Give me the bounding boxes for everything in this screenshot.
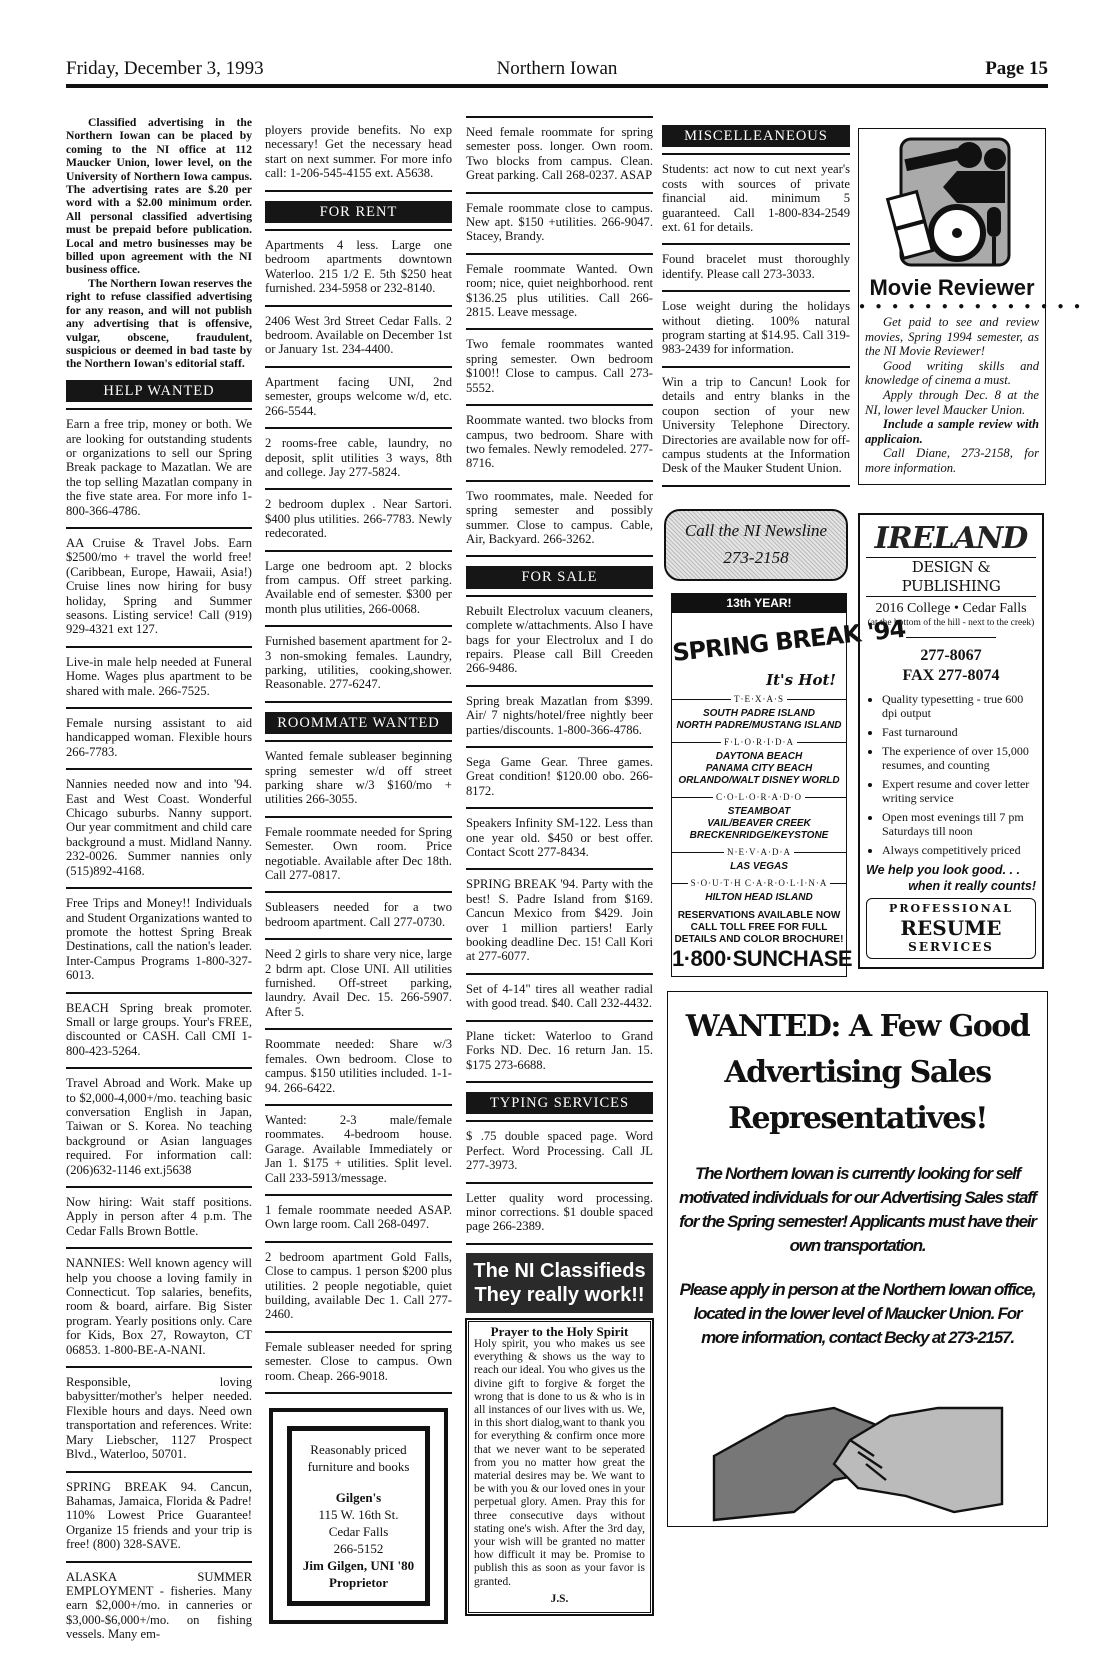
dot-divider: ● ● ● ● ● ● ● ● ● ● ● ● ● ● xyxy=(859,301,1085,312)
classified-ad: Plane ticket: Waterloo to Grand Forks ND. Dec. 16 return Jan. 15. $175 273-6688. xyxy=(466,1022,653,1083)
section-header: FOR SALE xyxy=(466,566,653,588)
classified-ad: Live-in male help needed at Funeral Home. Wages plus apartment to be shared with male. 266-7525. xyxy=(66,648,252,709)
classified-ad: Win a trip to Cancun! Look for details and entry blanks in the coupon section of your new University Telephone Directory. Directories are available now for off-campus students at the Information Desk of the Mauker Student Union. xyxy=(662,368,850,487)
service-item: • Open most evenings till 7 pm Saturdays till noon xyxy=(882,810,1038,838)
classified-ad: Wanted: 2-3 male/female roommates. 4-bedroom house. Garage. Available Immediately or Jan 1. $175 + utilities. Split level. Call 233-5913/message. xyxy=(265,1106,452,1196)
section-header: ROOMMATE WANTED xyxy=(265,712,452,734)
destination: ORLANDO/WALT DISNEY WORLD xyxy=(678,774,840,786)
column-3 xyxy=(466,116,653,1615)
spring-phone: 1·800·SUNCHASE xyxy=(672,945,853,971)
ireland-phone: 277-8067 xyxy=(920,646,982,664)
classified-ad: 2 bedroom duplex . Near Sartori. $400 plus utilities. 266-7783. Newly redecorated. xyxy=(265,490,452,551)
resume-services-logo xyxy=(866,898,1036,959)
destination: PANAMA CITY BEACH xyxy=(705,762,813,774)
classified-ad: Students: act now to cut next year's costs with sources of private financial aid. minimum 5 guaranteed. Call 1-800-834-2549 ext. 61 for details. xyxy=(662,153,850,245)
classified-ad: Roommate needed: Share w/3 females. Own bedroom. Close to campus. $150 utilities included. 1-1-94. 266-6422. xyxy=(265,1030,452,1106)
ireland-logo-sub: DESIGN & PUBLISHING xyxy=(866,557,1036,597)
wanted-apply: Please apply in person at the Northern Iowan office, located in the lower level of Maucker Union. For more information, contact Becky at 273-2157. xyxy=(679,1280,1036,1347)
wanted-headline: Representatives! xyxy=(728,1101,987,1136)
state-name: F·L·O·R·I·D·A xyxy=(721,737,797,747)
classified-ad: Nannies needed now and into '94. East and West Coast. Wonderful Chicago suburbs. Nanny support. Our year commitment and child care background a must. Midland Nanny. 232-0026. Summer nannies only (515)892-4168. xyxy=(66,770,252,889)
classified-ad: ployers provide benefits. No exp necessary! Get the necessary head start on next summer. For more info call: 1-206-545-4155 ext. A5638. xyxy=(265,116,452,192)
classified-ad: SPRING BREAK '94. Party with the best! S. Padre Island from $169. Cancun Mexico from $429. Join over 1 million partiers! Early booking deadline Dec. 15! Call Kori at 277-6077. xyxy=(466,870,653,974)
destination: DAYTONA BEACH xyxy=(715,750,803,762)
issue-date: Friday, December 3, 1993 xyxy=(66,58,264,79)
destination: LAS VEGAS xyxy=(730,860,788,872)
section-header: MISCELLEANEOUS xyxy=(662,125,850,147)
state-label xyxy=(672,736,846,751)
service-item: • Always competitively priced xyxy=(882,843,1038,857)
destination: HILTON HEAD ISLAND xyxy=(705,891,813,903)
service-item: • Expert resume and cover letter writing service xyxy=(882,777,1038,805)
classified-ad: Responsible, loving babysitter/mother's helper needed. Flexible hours and days. Need own transportation and references. Write: Mary Liebscher, 1127 Prospect Blvd., Waterloo, 50701. xyxy=(66,1368,252,1472)
classified-ad: Free Trips and Money!! Individuals and Student Organizations wanted to promote the hottest Spring Break Destinations, call the nation's leader. Inter-Campus Programs 1-800-327-6013. xyxy=(66,889,252,993)
destination: SOUTH PADRE ISLAND xyxy=(702,707,816,719)
prayer-signature: J.S. xyxy=(550,1592,569,1605)
classified-ad: Need 2 girls to share very nice, large 2 bdrm apt. Close UNI. All utilities furnished. Off-street parking, laundry. Avail Dec. 15. 266-5907. After 5. xyxy=(265,940,452,1030)
state-name: T·E·X·A·S xyxy=(731,694,787,704)
classified-ad: Wanted female subleaser beginning spring semester w/d off street parking share w/3 $160/mo + utilities 266-3055. xyxy=(265,740,452,818)
newspaper-name: Northern Iowan xyxy=(496,58,618,79)
gilgen-phone: 266-5152 xyxy=(333,1541,384,1556)
promo-line: The NI Classifieds xyxy=(473,1259,646,1282)
logo-text: RESUME xyxy=(900,915,1002,940)
movie-text: Get paid to see and review movies, Spring 1994 semester, as the NI Movie Reviewer! xyxy=(865,315,1039,359)
classified-ad: Female subleaser needed for spring semester. Close to campus. Own room. Cheap. 266-9018. xyxy=(265,1333,452,1394)
policy-paragraph: The Northern Iowan reserves the right to refuse classified advertising for any reason, and will not publish any advertising that is offensive, vulgar, obscene, fraudulent, suspicious or deemed in bad taste by the Northern Iowan's editorial staff. xyxy=(66,276,253,371)
spring-reservations: RESERVATIONS AVAILABLE NOW CALL TOLL FREE FOR FULL DETAILS AND COLOR BROCHURE! xyxy=(674,909,844,945)
classified-ad: ALASKA SUMMER EMPLOYMENT - fisheries. Many earn $2,000+/mo. in canneries or $3,000-$6,000+/mo. on fishing vessels. Many em- xyxy=(66,1569,252,1642)
ireland-tagline: when it really counts! xyxy=(908,878,1036,893)
newsline-phone: 273-2158 xyxy=(723,547,789,567)
newsline-label: Call the NI Newsline xyxy=(684,520,828,540)
state-name: C·O·L·O·R·A·D·O xyxy=(713,792,805,802)
state-label xyxy=(672,846,846,861)
classified-ad: Earn a free trip, money or both. We are looking for outstanding students or organizations to sell our Spring Break package to Mazatlan. We are the top selling Mazatlan company in the five state area. For more info 1-800-366-4786. xyxy=(66,408,252,529)
movie-title: Movie Reviewer xyxy=(869,275,1035,300)
spring-banner: 13th YEAR! xyxy=(672,594,846,613)
spring-break-ad xyxy=(671,593,907,977)
gilgen-ad xyxy=(269,1408,448,1624)
section-header: TYPING SERVICES xyxy=(466,1092,653,1114)
prayer-title: Prayer to the Holy Spirit xyxy=(490,1323,629,1339)
promo-line: They really work!! xyxy=(474,1283,645,1306)
logo-text: SERVICES xyxy=(908,939,994,954)
classified-ad: Spring break Mazatlan from $399. Air/ 7 nights/hotel/free nightly beer parties/discounts. 1-800-366-4786. xyxy=(466,687,653,748)
classified-ad: Lose weight during the holidays without dieting. 100% natural program starting at $14.95. Call 319-983-2439 for information. xyxy=(662,292,850,368)
classified-ad: Female nursing assistant to aid handicapped woman. Flexible hours 266-7783. xyxy=(66,709,252,770)
page-number: Page 15 xyxy=(985,58,1048,79)
classified-ad: Sega Game Gear. Three games. Great condition! $120.00 obo. 266-8172. xyxy=(466,748,653,809)
movie-reviewer-ad xyxy=(858,128,1085,485)
divider xyxy=(906,637,996,638)
movie-text: Call Diane, 273-2158, for more information. xyxy=(865,446,1039,475)
spring-break-logo: SPRING BREAK '94 xyxy=(671,614,907,667)
ireland-address: 2016 College • Cedar Falls xyxy=(875,600,1027,616)
wanted-body: The Northern Iowan is currently looking for self motivated individuals for our Advertising Sales staff for the Spring semester! Applicants must have their own transportation. xyxy=(679,1164,1036,1255)
masthead xyxy=(66,52,1048,88)
classified-ad: Furnished basement apartment for 2-3 non-smoking females. Laundry, parking, utilities, cooking,shower. Reasonable. 277-6247. xyxy=(265,627,452,703)
destination: BRECKENRIDGE/KEYSTONE xyxy=(689,829,829,841)
movie-text: Good writing skills and knowledge of cinema a must. xyxy=(865,358,1039,388)
column-4 xyxy=(662,116,907,977)
state-label xyxy=(672,693,846,708)
section-header: FOR RENT xyxy=(265,201,452,223)
classified-ad: Female roommate close to campus. New apt. $150 +utilities. 266-9047. Stacey, Brandy. xyxy=(466,194,653,255)
ireland-note: (at the bottom of the hill - next to the creek) xyxy=(867,617,1035,628)
classified-ad: Two roommates, male. Needed for spring semester and possibly summer. Close to campus. Cable, Air, Backyard. 266-3262. xyxy=(466,482,653,558)
classified-ad: Female roommate Wanted. Own room; nice, quiet neighborhood. rent $136.25 plus utilities. Call 266-2815. Leave message. xyxy=(466,255,653,331)
classified-ad: Speakers Infinity SM-122. Less than one year old. $450 or best offer. Contact Scott 277-8434. xyxy=(466,809,653,870)
classified-ad: Rebuilt Electrolux vacuum cleaners, complete w/attachments. Also I have bags for your Electrolux and I do repairs. Please call Bill Creeden 266-9486. xyxy=(466,595,653,687)
state-label xyxy=(672,877,846,892)
wanted-headline: WANTED: A Few Good xyxy=(685,1009,1030,1044)
classified-ad: 2406 West 3rd Street Cedar Falls. 2 bedroom. Available on December 1st or January 1st. 234-4400. xyxy=(265,307,452,368)
handshake-icon xyxy=(688,1360,1028,1520)
column-2 xyxy=(265,116,452,1624)
gilgen-line: furniture and books xyxy=(307,1459,410,1474)
classified-ad: Travel Abroad and Work. Make up to $2,000-4,000+/mo. teaching basic conversation English in Japan, Taiwan or S. Korea. No teaching background or Asian languages required. For information call: (206)632-1146 ext.j5638 xyxy=(66,1069,252,1188)
ireland-logo: IRELAND xyxy=(874,520,1028,556)
classified-ad: BEACH Spring break promoter. Small or large groups. Your's FREE, discounted or CASH. Call CMI 1-800-423-5264. xyxy=(66,994,252,1070)
classified-ad: Set of 4-14" tires all weather radial with good tread. $40. Call 232-4432. xyxy=(466,975,653,1022)
column-5 xyxy=(858,128,1085,969)
destination: VAIL/BEAVER CREEK xyxy=(707,817,811,829)
classified-ad: Need female roommate for spring semester poss. longer. Own room. Two blocks from campus. Clean. Great parking. Call 268-0237. ASAP xyxy=(466,116,653,194)
gilgen-name: Gilgen's xyxy=(335,1490,382,1505)
classified-ad: Roommate wanted. two blocks from campus, two bedroom. Share with two females. Newly remodeled. 277-8716. xyxy=(466,406,653,482)
ireland-services xyxy=(860,692,1042,857)
classified-ad: AA Cruise & Travel Jobs. Earn $2500/mo + travel the world free! (Caribbean, Europe, Hawaii, Asia!) Cruise lines now hiring for busy holiday, Spring and Summer seasons. Listing service! Call (919) 929-4321 ext 127. xyxy=(66,529,252,648)
gilgen-line: Reasonably priced xyxy=(310,1442,407,1457)
classified-ad: 1 female roommate needed ASAP. Own large room. Call 268-0497. xyxy=(265,1196,452,1243)
prayer-body: Holy spirit, you who makes us see everything & shows us the way to reach our ideal. You who gives us the divine gift to forgive & forget the wrong that is done to us & who is in all instances of our lives with us. We, in this short dialog,want to thank you for everything & confirm once more that we never want to be seperated from you no matter how great the material desires may be. We want to be with you & our loved ones in your perpetual glory. Amen. Pray this for three consecutive days without stating one's wish. After the 3rd day, your wish will be granted no matter how difficult it may be. Promise to publish this as soon as your favor is granted. xyxy=(474,1337,645,1588)
policy-paragraph: Classified advertising in the Northern Iowan can be placed by coming to the NI office at 112 Maucker Union, lower level, on the University of Northern Iowa campus. The advertising rates are $.20 per word with a $2.00 minimum order. All personal classified advertising must be prepaid before publication. Local and metro businesses may be billed upon agreement with the NI business office. xyxy=(66,116,252,277)
classified-ad: Now hiring: Wait staff positions. Apply in person after 4 p.m. The Cedar Falls Brown Bottle. xyxy=(66,1188,252,1249)
classified-ad: Found bracelet must thoroughly identify. Please call 273-3033. xyxy=(662,245,850,292)
classified-ad: Large one bedroom apt. 2 blocks from campus. Off street parking. Available end of semester. $300 per month plus utilities, 266-0068. xyxy=(265,552,452,628)
state-name: N·E·V·A·D·A xyxy=(724,847,794,857)
section-header: HELP WANTED xyxy=(66,380,252,402)
ireland-design-ad xyxy=(858,513,1044,969)
destination: STEAMBOAT xyxy=(727,805,791,817)
state-name: S·O·U·T·H C·A·R·O·L·I·N·A xyxy=(688,878,831,888)
service-item: • The experience of over 15,000 resumes, and counting xyxy=(882,744,1038,772)
movie-text: Apply through Dec. 8 at the NI, lower level Maucker Union. xyxy=(865,387,1039,417)
wanted-headline: Advertising Sales xyxy=(724,1055,991,1090)
ireland-tagline: We help you look good. . . xyxy=(866,862,1020,877)
classified-ad: 2 bedroom apartment Gold Falls, Close to campus. 1 person $200 plus utilities. 2 people negotiable, quiet building, available Dec 1. Call 277-2460. xyxy=(265,1243,452,1333)
classified-ad: Letter quality word processing. minor corrections. $1 double spaced page 266-2389. xyxy=(466,1184,653,1245)
newsline-ad xyxy=(664,509,848,581)
film-camera-icon xyxy=(887,133,1017,273)
service-item: • Quality typesetting - true 600 dpi output xyxy=(882,692,1038,720)
classified-ad: Two female roommates wanted spring semester. Own bedroom $100!! Close to campus. Call 273-5552. xyxy=(466,330,653,406)
classified-ad: $ .75 double spaced page. Word Perfect. Word Processing. Call JL 277-3973. xyxy=(466,1120,653,1183)
prayer-ad xyxy=(466,1319,653,1615)
classified-ad: Apartments 4 less. Large one bedroom apartments downtown Waterloo. 215 1/2 E. 5th $250 heat furnished. 234-5958 or 232-8140. xyxy=(265,229,452,307)
spring-hot: It's Hot! xyxy=(766,670,836,689)
classified-ad: Apartment facing UNI, 2nd semester, groups welcome w/d, etc. 266-5544. xyxy=(265,368,452,429)
ni-classifieds-promo xyxy=(466,1253,653,1615)
state-label xyxy=(672,791,846,806)
movie-text: Include a sample review with applicaion. xyxy=(865,417,1039,446)
classified-policy xyxy=(66,116,252,371)
gilgen-owner: Jim Gilgen, UNI '80 xyxy=(302,1558,415,1573)
sales-reps-wanted-ad xyxy=(667,991,1048,1527)
ireland-fax: FAX 277-8074 xyxy=(902,666,1000,684)
column-1 xyxy=(66,116,252,1651)
gilgen-city: Cedar Falls xyxy=(328,1524,389,1539)
gilgen-address: 115 W. 16th St. xyxy=(318,1507,399,1522)
gilgen-title: Proprietor xyxy=(329,1575,388,1590)
classified-ad: SPRING BREAK 94. Cancun, Bahamas, Jamaica, Florida & Padre! 110% Lowest Price Guarantee! Organize 15 friends and your trip is free! (800) 328-SAVE. xyxy=(66,1473,252,1563)
service-item: • Fast turnaround xyxy=(882,725,1038,739)
classified-ad: NANNIES: Well known agency will help you choose a loving family in Connecticut. Top salaries, benefits, room & board, airfare. Big Sister program. Yearly positions only. Care for Kids, Box 27, Rowayton, CT 06853. 1-800-BE-A-NANI. xyxy=(66,1249,252,1368)
destination: NORTH PADRE/MUSTANG ISLAND xyxy=(676,719,842,731)
logo-text: PROFESSIONAL xyxy=(889,901,1013,915)
classified-ad: Subleasers needed for a two bedroom apartment. Call 277-0730. xyxy=(265,893,452,940)
classified-ad: 2 rooms-free cable, laundry, no deposit, split utilities 3 ways, 8th and college. Jay 277-5824. xyxy=(265,429,452,490)
classified-ad: Female roommate needed for Spring Semester. Own room. Price negotiable. Available after Dec 18th. Call 277-0817. xyxy=(265,818,452,894)
